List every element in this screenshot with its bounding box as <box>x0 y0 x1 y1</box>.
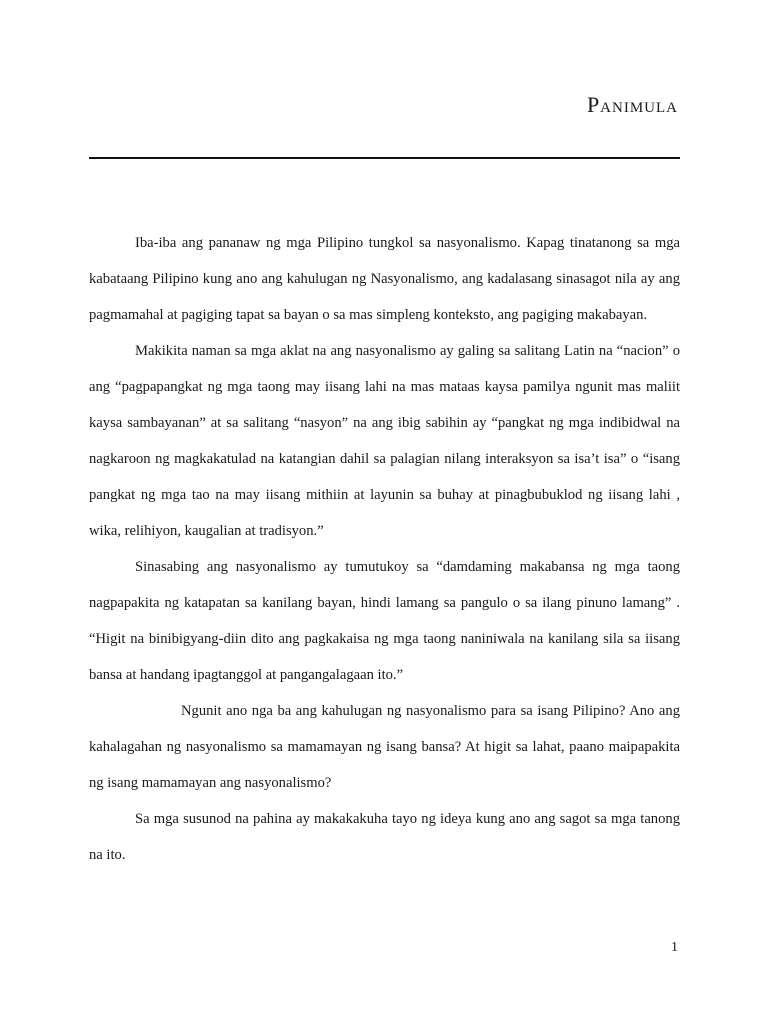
paragraph-1: Iba-iba ang pananaw ng mga Pilipino tungkol sa nasyonalismo. Kapag tinatanong sa mga kabataang Pilipino kung ano ang kahulugan ng Nasyonalismo, ang kadalasang sinasagot nila ay ang pagmamahal at pagiging tapat sa bayan o sa mas simpleng konteksto, ang pagiging makabayan. <box>89 235 680 323</box>
paragraph-5: Sa mga susunod na pahina ay makakakuha tayo ng ideya kung ano ang sagot sa mga tanong na ito. <box>89 811 680 863</box>
page-number: 1 <box>671 940 678 955</box>
title-divider <box>89 157 680 159</box>
body-text <box>89 225 680 873</box>
paragraph-4: Ngunit ano nga ba ang kahulugan ng nasyonalismo para sa isang Pilipino? Ano ang kahalagahan ng nasyonalismo sa mamamayan ng isang bansa? At higit sa lahat, paano maipapakita ng isang mamamayan ang nasyonalismo? <box>89 703 680 791</box>
paragraph-2: Makikita naman sa mga aklat na ang nasyonalismo ay galing sa salitang Latin na “nacion” o ang “pagpapangkat ng mga taong may iisang lahi na mas mataas kaysa pamilya ngunit mas maliit kaysa sambayanan” at sa salitang “nasyon” na ang ibig sabihin ay “pangkat ng mga indibidwal na nagkaroon ng magkakatulad na katangian dahil sa palagian nilang interaksyon sa isa’t isa” o “isang pangkat ng mga tao na may iisang mithiin at layunin sa buhay at pinagbubuklod ng iisang lahi , wika, relihiyon, kaugalian at tradisyon.” <box>89 343 680 539</box>
paragraph-3: Sinasabing ang nasyonalismo ay tumutukoy sa “damdaming makabansa ng mga taong nagpapakita ng katapatan sa kanilang bayan, hindi lamang sa pangulo o sa ilang pinuno lamang” . “Higit na binibigyang-diin dito ang pagkakaisa ng mga taong naniniwala na kanilang sila sa iisang bansa at handang ipagtanggol at pangangalagaan ito.” <box>89 559 680 683</box>
page-title: Panimula <box>586 92 678 117</box>
